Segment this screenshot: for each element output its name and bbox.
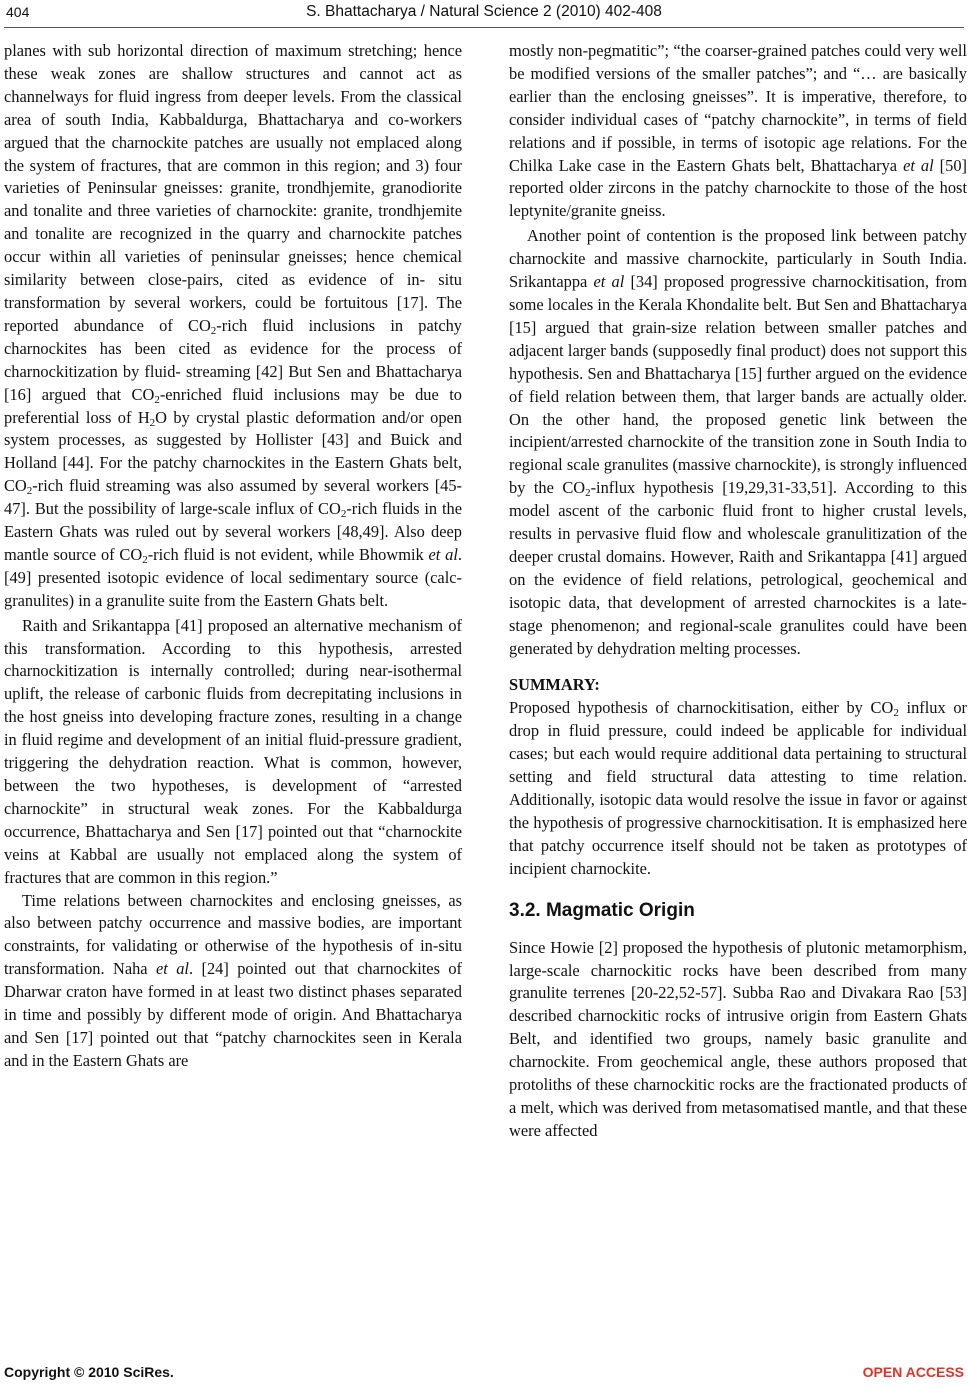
paragraph: Another point of contention is the proposed link between patchy charnockite and massive charnockite, particularly in South India. Srikantappa et al [34] proposed progressive charnockitisation, from some locales in the Kerala Khondalite belt. But Sen and Bhattacharya [15] argued that grain-size relation between smaller patches and adjacent larger bands (supposedly final product) does not support this hypothesis. Sen and Bhattacharya [15] further argued on the evidence of field relation between them, that larger bands are actually older. On the other hand, the proposed genetic link between the incipient/arrested charnockite of the transition zone in South India to regional scale granulites (massive charnockite), is strongly influenced by the $CO_2$-influx hypothesis [19,29,31-33,51]. According to this model ascent of the carbonic fluid front to higher crustal levels, results in pervasive fluid flow and wholescale granulitization of the deeper crustal domains. However, Raith and Srikantappa [41] argued on the evidence of field relations, petrological, geochemical and isotopic data, that development of arrested charnockites is a late-stage phenomenon; and regional-scale granulites could have been generated by dehydration melting processes. bbox=[509, 226, 968, 658]
paragraph: Time relations between charnockites and enclosing gneisses, as also between patchy occurrence and massive bodies, are important constraints, for validating or otherwise of the hypothesis of in-situ transformation. Naha et al. [24] pointed out that charnockites of Dharwar craton have formed in at least two distinct phases separated in time and possibly by different mode of origin. And Bhattacharya and Sen [17] pointed out that “patchy charnockites seen in Kerala and in the Eastern Ghats are bbox=[4, 890, 463, 1070]
copyright-notice: Copyright © 2010 SciRes. bbox=[4, 1364, 174, 1380]
paragraph: planes with sub horizontal direction of maximum stretching; hence these weak zones are shallow structures and cannot act as channelways for fluid ingress from deeper levels. From the classical area of south India, Kabbaldurga, Bhattacharya and co-workers argued that the charnockite patches are usually not emplaced along the system of fractures, that are common in this region; and 3) four varieties of Peninsular gneisses: granite, trondhjemite, granodiorite and tonalite and three varieties of charnockite: granite, trondhjemite and tonalite are recognized in the quarry and charnockite patches occur within all varieties of peninsular gneisses; hence chemical similarity between close-pairs, cited as evidence of in- situ transformation by several workers, could be fortuitous [17]. The reported abundance of $CO_2$-rich fluid inclusions in patchy charnockites has been cited as evidence for the process of charnockitization by fluid- streaming [42] But Sen and Bhattacharya [16] argued that $CO_2$-enriched fluid inclusions may be due to preferential loss of $H_2O$ by crystal plastic deformation and/or open system processes, as suggested by Hollister [43] and Buick and Holland [44]. For the patchy charnockites in the Eastern Ghats belt, $CO_2$-rich fluid streaming was also assumed by several workers [45-47]. But the possibility of large-scale influx of $CO_2$-rich fluids in the Eastern Ghats was ruled out by several workers [48,49]. Also deep mantle source of $CO_2$-rich fluid is not evident, while Bhowmik et al. [49] presented isotopic evidence of local sedimentary source (calc-granulites) in a granulite suite from the Eastern Ghats belt. bbox=[4, 41, 462, 610]
page-footer bbox=[0, 1360, 968, 1388]
header-rule bbox=[4, 27, 964, 28]
paragraph: mostly non-pegmatitic”; “the coarser-grained patches could very well be modified versions of the smaller patches”; and “… are basically earlier than the enclosing gneisses”. It is imperative, therefore, to consider individual cases of “patchy charnockite”, in terms of field relations and if possible, in terms of isotopic age relations. For the Chilka Lake case in the Eastern Ghats belt, Bhattacharya et al [50] reported older zircons in the patchy charnockite to those of the host leptynite/granite gneiss. bbox=[509, 41, 967, 221]
paragraph: Raith and Srikantappa [41] proposed an alternative mechanism of this transformation. According to this hypothesis, arrested charnockitization is internally controlled; during near-isothermal uplift, the release of carbonic fluids from decrepitating inclusions in the host gneiss into developing fracture zones, resulting in a change in fluid regime and development of an initial fluid-pressure gradient, triggering the dehydration reaction. What is common, however, between the two hypotheses, is development of “arrested charnockite” in structural weak zones. For the Kabbaldurga occurrence, Bhattacharya and Sen [17] pointed out that “charnockite veins at Kabbal are usually not emplaced along the system of fractures that are common in this region.” bbox=[4, 615, 462, 887]
running-head: S. Bhattacharya / Natural Science 2 (2010) 402-408 bbox=[306, 3, 662, 20]
summary-paragraph: Proposed hypothesis of charnockitisation, either by $CO_2$ influx or drop in fluid pressure, could indeed be applicable for individual cases; but each would require additional data pertaining to structural setting and field structural data attesting to time relation. Additionally, isotopic data would resolve the issue in favor or against the hypothesis of progressive charnockitisation. It is emphasized here that patchy occurrence itself should not be taken as prototypes of incipient charnockite. bbox=[509, 698, 967, 878]
page-number: 404 bbox=[6, 4, 30, 20]
open-access-label: OPEN ACCESS bbox=[862, 1364, 964, 1380]
left-column bbox=[4, 40, 462, 1073]
right-column bbox=[509, 40, 967, 1143]
page-header bbox=[0, 0, 968, 30]
summary-heading: SUMMARY: bbox=[509, 675, 600, 695]
paragraph: Since Howie [2] proposed the hypothesis of plutonic metamorphism, large-scale charnockitic rocks have been described from many granulite terrenes [20-22,52-57]. Subba Rao and Divakara Rao [53] described charnockitic rocks of intrusive origin from Eastern Ghats Belt, and identified two groups, namely basic granulite and charnockite. From geochemical angle, these authors proposed that protoliths of these charnockitic rocks are the fractionated products of a melt, which was derived from metasomatised mantle, and that these were affected bbox=[509, 937, 967, 1140]
section-heading: 3.2. Magmatic Origin bbox=[509, 899, 695, 921]
